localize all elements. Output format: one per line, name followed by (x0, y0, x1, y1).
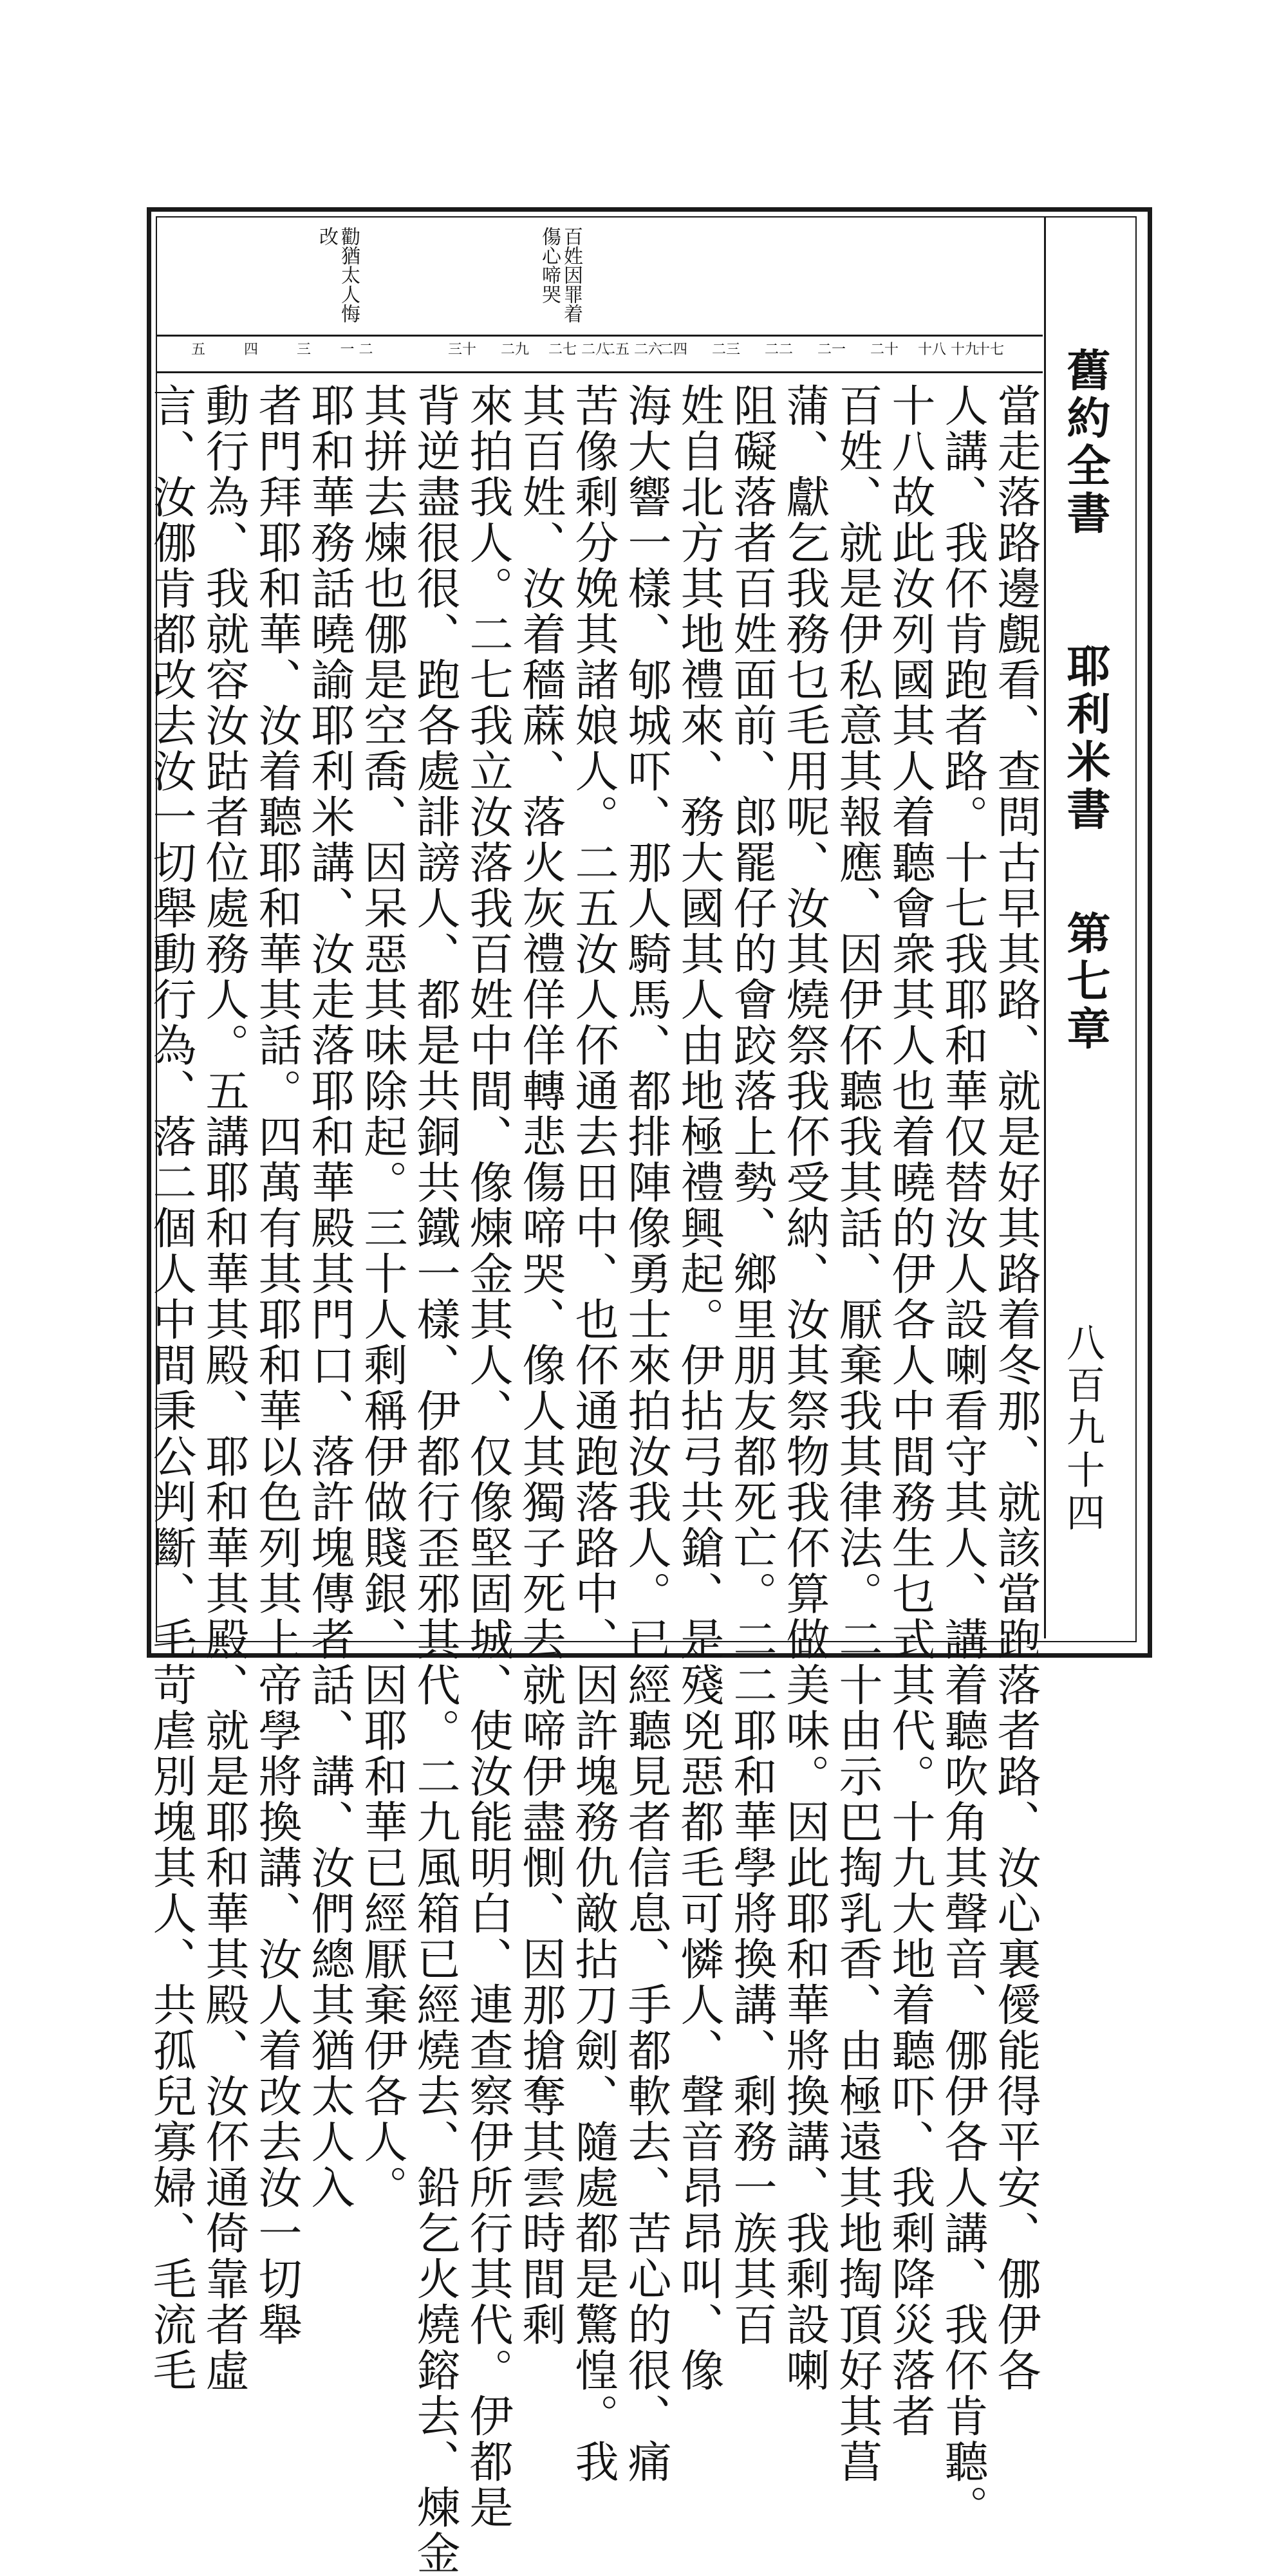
verse-marker: 三十 (447, 342, 476, 358)
verse-marker: 五 (191, 342, 205, 358)
verse-marker: 二九 (500, 342, 529, 358)
verse-marker: 十八 十九 (918, 342, 979, 358)
chapter-heading: 第七章 (1059, 911, 1111, 1053)
text-column: 海大響一樣、郇城吓、那人騎馬、都排陣像勇士來拍汝我人。已經聽見者信息、手都軟去、苦心的很、痛 (620, 383, 671, 2485)
verse-marker: 一 二 (340, 342, 373, 358)
book-name: 耶利米書 (1059, 644, 1111, 834)
verse-marker: 二一 (817, 342, 846, 358)
book-title: 舊約全書 (1059, 347, 1111, 538)
page-number: 八百九十四 (1060, 1322, 1105, 1535)
text-column: 其拼去煉也㑚是空喬、因呆惡其味除起。三十人剩稱伊做賤銀、因耶和華已經厭棄伊各人。 (357, 383, 407, 2210)
verse-marker: 二二 (764, 342, 793, 358)
verse-marker: 二五 二六 (601, 342, 662, 358)
verse-marker: 十七 (975, 342, 1004, 358)
text-column: 蒲、獻乞我務乜毛用呢、汝其燒祭我伓受納、汝其祭物我伓算做美味。因此耶和華將換講、我剩設喇 (779, 383, 830, 2393)
verse-marker: 二三 (711, 342, 740, 358)
text-column: 姓自北方其地禮來、務大國其人由地極禮興起。伊拈弓共鎗、是殘兇惡都毛可憐人、聲音昂昂叫、像 (673, 383, 724, 2393)
margin-note-band (157, 218, 1043, 337)
verse-marker: 二四 (658, 342, 687, 358)
text-column: 者門拜耶和華、汝着聽耶和華其話。四萬有其耶和華以色列其上帝學將換講、汝人着改去汝一切舉 (251, 383, 302, 2348)
text-column: 來拍我人。二七我立汝落我百姓中間、像煉金其人、仅像堅固城、使汝能明白、連查察伊所行其代。伊都是 (462, 383, 513, 2530)
text-column: 其百姓、汝着穡蔴、落火灰禮佯佯轉悲傷啼哭、像人其獨子死去就啼伊盡惻、因那搶奪其雲時間剩 (515, 383, 566, 2348)
text-column: 百姓、就是伊私意其報應、因伊伓聽我其話、厭棄我其律法。二十由示巴掏乳香、由極遠其地掏頂好其菖 (832, 383, 882, 2485)
text-column: 背逆盡很很、跑各處誹謗人、都是共銅共鐵一樣、伊都行歪邪其代。二九風箱已經燒去、鉛乞火燒鎔去、煉金 (409, 383, 460, 2576)
text-column: 耶和華務話曉諭耶利米講、汝走落耶和華殿其門口、落許塊傳者話、講、汝們總其猶太人入 (304, 383, 355, 2210)
text-column: 動行為、我就容汝跍者位處務人。五講耶和華其殿、耶和華其殿、就是耶和華其殿、汝伓通倚靠者虛 (198, 383, 249, 2393)
text-column: 十八故此汝列國其人着聽會衆其人也着曉的伊各人中間務生乜式其代。十九大地着聽吓、我剩降災落者 (884, 383, 935, 2439)
margin-note: 百姓因罪着傷心啼哭 (538, 227, 583, 323)
text-column: 苦像剩分娩其諸娘人。二五汝人伓通去田中、也伓通跑落路中、因許塊務仇敵拈刀劍、隨處都是驚惶。我 (568, 383, 619, 2485)
verse-marker: 三 (296, 342, 311, 358)
text-column: 當走落路邊覻看、查問古早其路、就是好其路着冬那、就該當跑落者路、汝心裏僾能得平安、㑚伊各 (990, 383, 1041, 2393)
margin-note: 勸猶太人悔改 (315, 227, 360, 323)
text-column: 言、汝㑚肯都改去汝一切舉動行為、落二個人中間秉公判斷、毛苛虐別塊其人、共孤兒寡婦、毛流毛 (145, 383, 196, 2393)
verse-marker: 二十 (870, 342, 899, 358)
verse-marker: 四 (243, 342, 258, 358)
title-column-divider (1044, 218, 1046, 1638)
text-column: 人講、我伓肯跑者路。十七我耶和華仅替汝人設喇看守其人、講着聽吹角其聲音、㑚伊各人講、我伓肯聽。 (937, 383, 988, 2530)
text-column: 阻礙落者百姓面前、郎罷仔的會跤落上勢、鄉里朋友都死亡。二二耶和華學將換講、剩務一族其百 (726, 383, 777, 2348)
verse-marker: 二七 二八 (548, 342, 610, 358)
